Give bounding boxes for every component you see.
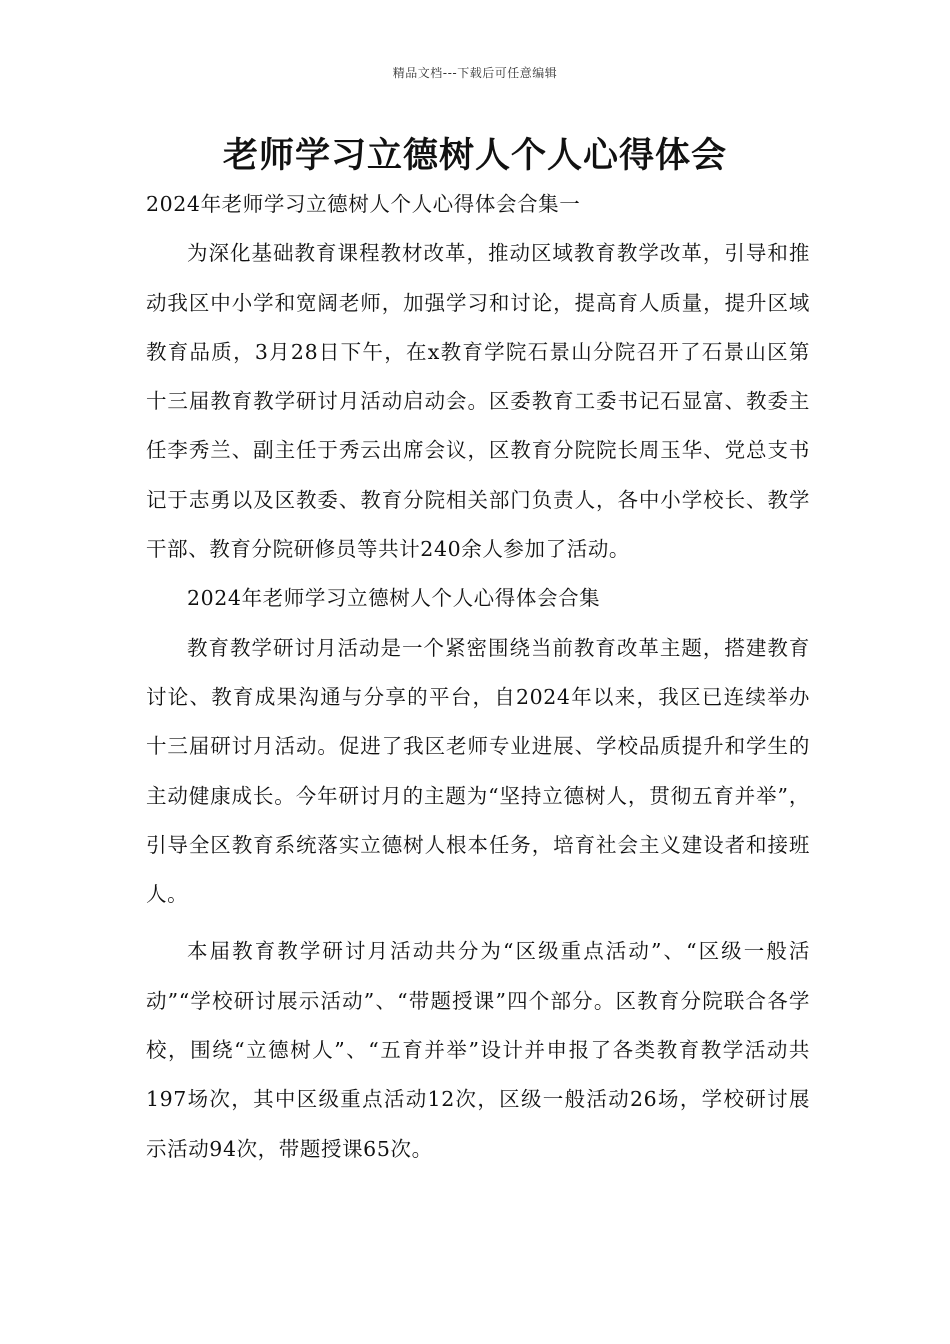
paragraph-3: 教育教学研讨月活动是一个紧密围绕当前教育改革主题，搭建教育讨论、教育成果沟通与分享的平台，自2024年以来，我区已连续举办十三届研讨月活动。促进了我区老师专业进展、学校品质提升和学生的主动健康成长。今年研讨月的主题为“坚持立德树人，贯彻五育并举”，引导全区教育系统落实立德树人根本任务，培育社会主义建设者和接班人。 — [146, 635, 810, 907]
paragraph-2-heading: 2024年老师学习立德树人个人心得体会合集 — [187, 586, 601, 611]
paragraph-4: 本届教育教学研讨月活动共分为“区级重点活动”、“区级一般活动”“学校研讨展示活动”、“带题授课”四个部分。区教育分院联合各学校，围绕“立德树人”、“五育并举”设计并申报了各类教育教学活动共197场次，其中区级重点活动12次，区级一般活动26场，学校研讨展示活动94次，带题授课65次。 — [146, 939, 810, 1161]
document-body — [146, 180, 810, 1174]
document-title: 老师学习立德树人个人心得体会 — [222, 136, 727, 176]
paragraph-1: 为深化基础教育课程教材改革，推动区域教育教学改革，引导和推动我区中小学和宽阔老师，加强学习和讨论，提高育人质量，提升区域教育品质，3月28日下午，在x教育学院石景山分院召开了石景山区第十三届教育教学研讨月活动启动会。区委教育工委书记石显富、教委主任李秀兰、副主任于秀云出席会议，区教育分院院长周玉华、党总支书记于志勇以及区教委、教育分院相关部门负责人，各中小学校长、教学干部、教育分院研修员等共计240余人参加了活动。 — [146, 241, 810, 562]
document-subtitle: 2024年老师学习立德树人个人心得体会合集一 — [146, 192, 581, 216]
header-note: 精品文档---下载后可任意编辑 — [392, 66, 558, 80]
